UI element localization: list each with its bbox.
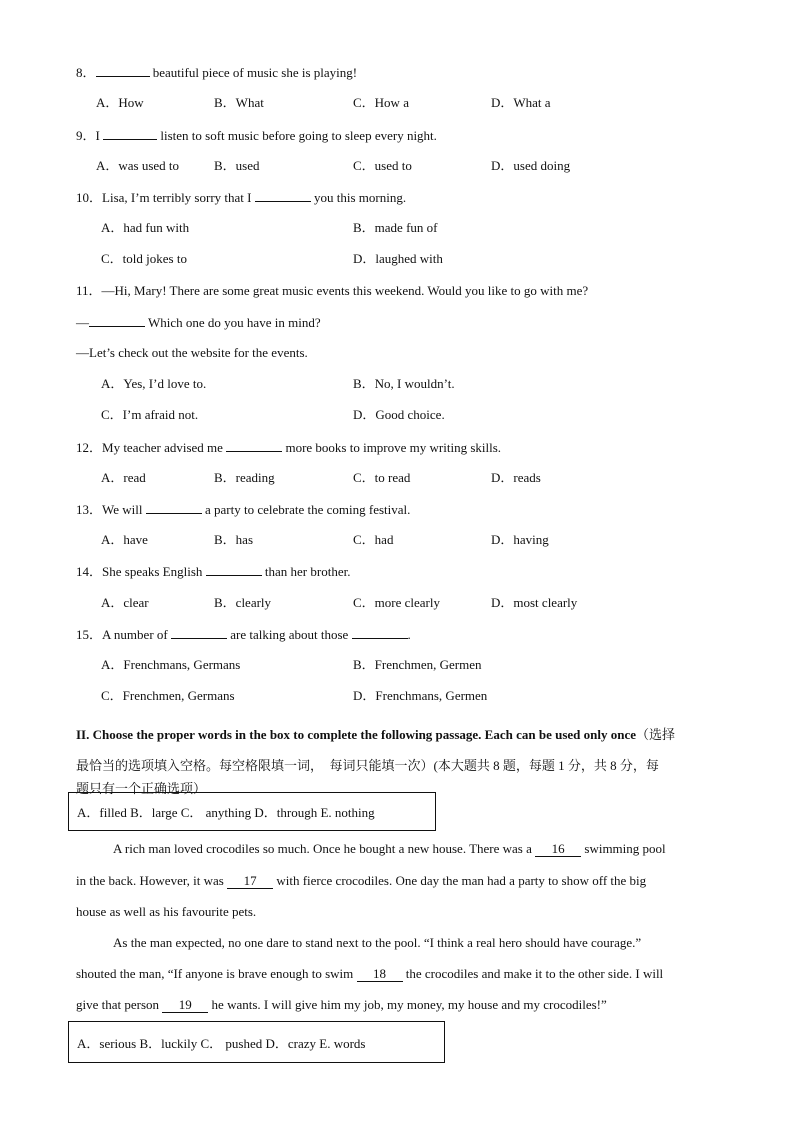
passage-text: swimming pool xyxy=(581,841,666,856)
option-b[interactable]: B．reading xyxy=(214,470,275,485)
option-d[interactable]: D．most clearly xyxy=(491,595,578,610)
question-stem: She speaks English xyxy=(102,564,206,579)
question-blank[interactable] xyxy=(146,501,202,514)
option-d[interactable]: D．Good choice. xyxy=(353,407,445,422)
option-b[interactable]: B．clearly xyxy=(214,595,272,610)
question-stem: listen to soft music before going to sleep every night. xyxy=(157,128,437,143)
option-a[interactable]: A．Frenchmans, Germans xyxy=(101,657,241,672)
passage-text: he wants. I will give him my job, my money, my house and my crocodiles!” xyxy=(208,997,607,1012)
word-box-text: A．filled B．large C． anything D．through E. nothing xyxy=(77,805,375,820)
option-b[interactable]: B．No, I wouldn’t. xyxy=(353,376,455,391)
question-12 xyxy=(76,439,501,456)
option-c[interactable]: C．I’m afraid not. xyxy=(101,407,199,422)
question-8 xyxy=(76,64,357,81)
option-a[interactable]: A．have xyxy=(101,532,148,547)
question-11 xyxy=(76,283,588,299)
section-heading-cn-line: 最恰当的选项填入空格。每空格限填一词， 每词只能填一次）(本大题共 8 题，每题 1 分，共 8 分，每 xyxy=(76,758,659,773)
dash: — xyxy=(76,315,89,330)
passage-line: house as well as his favourite pets. xyxy=(76,904,257,919)
option-c[interactable]: C．to read xyxy=(353,470,411,485)
option-b[interactable]: B．has xyxy=(214,532,254,547)
section-heading-cn: （选择 xyxy=(635,727,675,742)
passage-line xyxy=(76,966,663,982)
option-a[interactable]: A．read xyxy=(101,470,146,485)
question-number: 10． xyxy=(76,190,103,205)
question-blank[interactable] xyxy=(89,314,145,327)
option-a[interactable]: A．had fun with xyxy=(101,220,190,235)
passage-line xyxy=(76,873,646,889)
option-c[interactable]: C．had xyxy=(353,532,394,547)
dialogue-line xyxy=(76,314,321,331)
passage-text: give that person xyxy=(76,997,163,1012)
section-heading-cn-line: 题只有一个正确选项） xyxy=(76,781,207,796)
passage-text: the crocodiles and make it to the other side. I will xyxy=(402,966,664,981)
option-b[interactable]: B．What xyxy=(214,95,264,110)
option-b[interactable]: B．Frenchmen, Germen xyxy=(353,657,482,672)
passage-text: shouted the man, “If anyone is brave enough to swim xyxy=(76,966,357,981)
option-b[interactable]: B．used xyxy=(214,158,260,173)
question-number: 9． xyxy=(76,128,96,143)
option-b[interactable]: B．made fun of xyxy=(353,220,438,235)
question-stem: Lisa, I’m terribly sorry that I xyxy=(102,190,255,205)
question-stem: beautiful piece of music she is playing! xyxy=(149,65,358,80)
option-d[interactable]: D．having xyxy=(491,532,549,547)
word-box-2 xyxy=(68,1021,445,1063)
question-13 xyxy=(76,501,410,518)
dialogue-line: —Let’s check out the website for the events. xyxy=(76,345,308,360)
option-d[interactable]: D．What a xyxy=(491,95,551,110)
blank-19[interactable]: 19 xyxy=(162,998,208,1013)
option-d[interactable]: D．used doing xyxy=(491,158,571,173)
question-blank[interactable] xyxy=(226,439,282,452)
passage-line xyxy=(76,997,607,1013)
option-a[interactable]: A．was used to xyxy=(96,158,180,173)
passage-text: in the back. However, it was xyxy=(76,873,228,888)
question-number: 14． xyxy=(76,564,103,579)
question-stem: than her brother. xyxy=(261,564,351,579)
question-number: 13． xyxy=(76,502,103,517)
option-a[interactable]: A．clear xyxy=(101,595,149,610)
passage-text: A rich man loved crocodiles so much. Once he bought a new house. There was a xyxy=(113,841,536,856)
question-blank[interactable] xyxy=(103,127,157,140)
question-14 xyxy=(76,563,350,580)
question-10 xyxy=(76,189,406,206)
option-a[interactable]: A．How xyxy=(96,95,144,110)
option-a[interactable]: A．Yes, I’d love to. xyxy=(101,376,207,391)
question-stem: you this morning. xyxy=(310,190,407,205)
question-number: 15． xyxy=(76,627,103,642)
option-d[interactable]: D．laughed with xyxy=(353,251,443,266)
section-heading-en: II. Choose the proper words in the box to complete the following passage. Each can be used only once xyxy=(76,727,636,742)
question-9 xyxy=(76,127,437,144)
blank-16[interactable]: 16 xyxy=(535,842,581,857)
option-d[interactable]: D．Frenchmans, Germen xyxy=(353,688,488,703)
word-box-text: A．serious B．luckily C． pushed D．crazy E. words xyxy=(77,1035,366,1051)
question-stem: a party to celebrate the coming festival. xyxy=(201,502,411,517)
question-blank[interactable] xyxy=(352,626,408,639)
option-d[interactable]: D．reads xyxy=(491,470,541,485)
question-stem: more books to improve my writing skills. xyxy=(282,440,502,455)
option-c[interactable]: C．told jokes to xyxy=(101,251,187,266)
question-stem: We will xyxy=(102,502,146,517)
passage-line xyxy=(113,841,666,857)
question-stem: . xyxy=(407,627,411,642)
option-c[interactable]: C．How a xyxy=(353,95,409,110)
option-c[interactable]: C．Frenchmen, Germans xyxy=(101,688,235,703)
question-blank[interactable] xyxy=(171,626,227,639)
option-c[interactable]: C．more clearly xyxy=(353,595,440,610)
blank-17[interactable]: 17 xyxy=(227,874,273,889)
question-number: 12． xyxy=(76,440,103,455)
passage-text: with fierce crocodiles. One day the man had a party to show off the big xyxy=(273,873,647,888)
option-c[interactable]: C．used to xyxy=(353,158,412,173)
question-stem: I xyxy=(95,128,104,143)
question-number: 8． xyxy=(76,65,96,80)
question-blank[interactable] xyxy=(255,189,311,202)
question-number: 11． xyxy=(76,283,102,298)
question-blank[interactable] xyxy=(96,64,150,77)
dialogue-text: Which one do you have in mind? xyxy=(145,315,321,330)
question-stem: —Hi, Mary! There are some great music events this weekend. Would you like to go with me? xyxy=(101,283,589,298)
question-stem: A number of xyxy=(102,627,171,642)
passage-line: As the man expected, no one dare to stand next to the pool. “I think a real hero should have courage.” xyxy=(113,935,642,950)
blank-18[interactable]: 18 xyxy=(357,967,403,982)
question-stem: are talking about those xyxy=(226,627,352,642)
word-box-1 xyxy=(68,792,436,831)
question-stem: My teacher advised me xyxy=(102,440,227,455)
section-heading xyxy=(76,727,675,743)
question-blank[interactable] xyxy=(206,563,262,576)
question-15 xyxy=(76,626,411,643)
